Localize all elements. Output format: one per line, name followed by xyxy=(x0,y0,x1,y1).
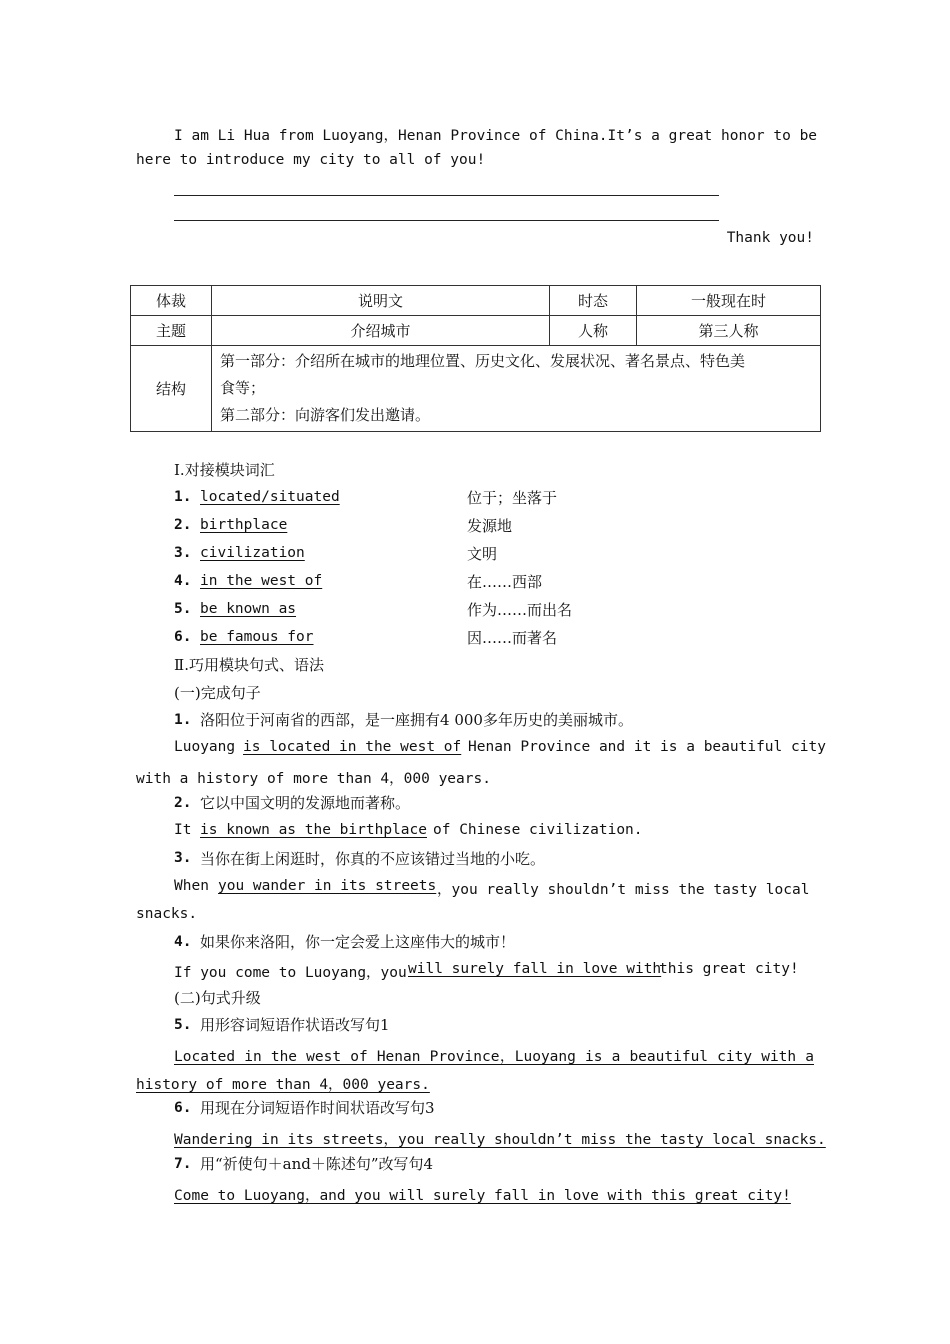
genre-value: 说明文 xyxy=(212,286,550,316)
structure-line-1: 第一部分：介绍所在城市的地理位置、历史文化、发展状况、著名景点、特色美 xyxy=(220,352,746,370)
tense-label: 时态 xyxy=(550,286,637,316)
vocab-en: located/situated xyxy=(200,489,340,505)
structure-line-3: 第二部分：向游客们发出邀请。 xyxy=(220,406,431,424)
table-row xyxy=(131,346,821,432)
q1-pre: Luoyang xyxy=(174,739,236,755)
q3-line-2: snacks. xyxy=(136,906,198,922)
writing-info-table xyxy=(130,285,821,432)
vocab-en: be famous for xyxy=(200,629,314,645)
q4-post: this great city! xyxy=(659,961,799,977)
vocab-en: civilization xyxy=(200,545,305,561)
question-prompt: 用现在分词短语作时间状语改写句3 xyxy=(200,1099,435,1117)
section-2-title: Ⅱ.巧用模块句式、语法 xyxy=(174,656,324,674)
intro-line-2: here to introduce my city to all of you! xyxy=(136,152,486,168)
blank-line-1 xyxy=(174,195,719,196)
vocab-cn: 因……而著名 xyxy=(467,629,558,647)
vocab-num: 1. xyxy=(174,489,192,505)
vocab-en: in the west of xyxy=(200,573,323,589)
question-prompt: 如果你来洛阳，你一定会爱上这座伟大的城市！ xyxy=(200,933,516,951)
vocab-en: be known as xyxy=(200,601,297,617)
structure-value xyxy=(212,346,821,432)
question-prompt: 洛阳位于河南省的西部，是一座拥有4 000多年历史的美丽城市。 xyxy=(200,711,633,729)
q2-answer: is known as the birthplace xyxy=(200,822,427,838)
vocab-num: 5. xyxy=(174,601,192,617)
q2-post: of Chinese civilization. xyxy=(433,822,643,838)
question-num: 2. xyxy=(174,795,192,811)
q5-answer-line-1: Located in the west of Henan Province，Luoyang is a beautiful city with a xyxy=(174,1049,814,1065)
question-num: 1. xyxy=(174,712,192,728)
question-prompt: 它以中国文明的发源地而著称。 xyxy=(200,794,411,812)
q1-post: Henan Province and it is a beautiful city xyxy=(468,739,826,755)
vocab-cn: 发源地 xyxy=(467,517,513,535)
person-value: 第三人称 xyxy=(637,316,821,346)
genre-label: 体裁 xyxy=(131,286,212,316)
question-prompt: 用形容词短语作状语改写句1 xyxy=(200,1016,390,1034)
section-1-title: Ⅰ.对接模块词汇 xyxy=(174,461,275,479)
topic-label: 主题 xyxy=(131,316,212,346)
question-prompt: 用“祈使句＋and＋陈述句”改写句4 xyxy=(200,1155,434,1173)
person-label: 人称 xyxy=(550,316,637,346)
question-num: 7. xyxy=(174,1156,192,1172)
table-row xyxy=(131,316,821,346)
structure-line-2: 食等； xyxy=(220,379,266,397)
q6-answer: Wandering in its streets，you really shouldn’t miss the tasty local snacks. xyxy=(174,1132,826,1148)
q2-pre: It xyxy=(174,822,192,838)
vocab-cn: 位于；坐落于 xyxy=(467,489,558,507)
q4-pre: If you come to Luoyang，you xyxy=(174,965,407,981)
q1-answer: is located in the west of xyxy=(243,739,462,755)
question-num: 6. xyxy=(174,1100,192,1116)
q3-answer: you wander in its streets xyxy=(218,878,437,894)
table-row xyxy=(131,286,821,316)
intro-line-1: I am Li Hua from Luoyang，Henan Province of China.It’s a great honor to be xyxy=(174,128,818,144)
question-num: 5. xyxy=(174,1017,192,1033)
blank-line-2 xyxy=(174,220,719,221)
subsection-complete-sentences: (一)完成句子 xyxy=(174,684,261,702)
vocab-cn: 在……西部 xyxy=(467,573,543,591)
closing-text: Thank you! xyxy=(726,230,814,246)
vocab-cn: 文明 xyxy=(467,545,498,563)
structure-label: 结构 xyxy=(131,346,212,432)
tense-value: 一般现在时 xyxy=(637,286,821,316)
q4-answer: will surely fall in love with xyxy=(408,961,662,977)
q3-pre: When xyxy=(174,878,209,894)
vocab-num: 6. xyxy=(174,629,192,645)
question-num: 3. xyxy=(174,850,192,866)
q5-answer-line-2: history of more than 4，000 years. xyxy=(136,1077,430,1093)
question-prompt: 当你在街上闲逛时，你真的不应该错过当地的小吃。 xyxy=(200,850,546,868)
vocab-cn: 作为……而出名 xyxy=(467,601,573,619)
subsection-sentence-upgrade: (二)句式升级 xyxy=(174,989,261,1007)
vocab-num: 3. xyxy=(174,545,192,561)
question-num: 4. xyxy=(174,934,192,950)
q3-post: ，you really shouldn’t miss the tasty local xyxy=(437,882,810,898)
vocab-num: 2. xyxy=(174,517,192,533)
q7-answer: Come to Luoyang，and you will surely fall in love with this great city! xyxy=(174,1188,791,1204)
topic-value: 介绍城市 xyxy=(212,316,550,346)
vocab-en: birthplace xyxy=(200,517,288,533)
q1-line-2: with a history of more than 4，000 years. xyxy=(136,771,491,787)
vocab-num: 4. xyxy=(174,573,192,589)
